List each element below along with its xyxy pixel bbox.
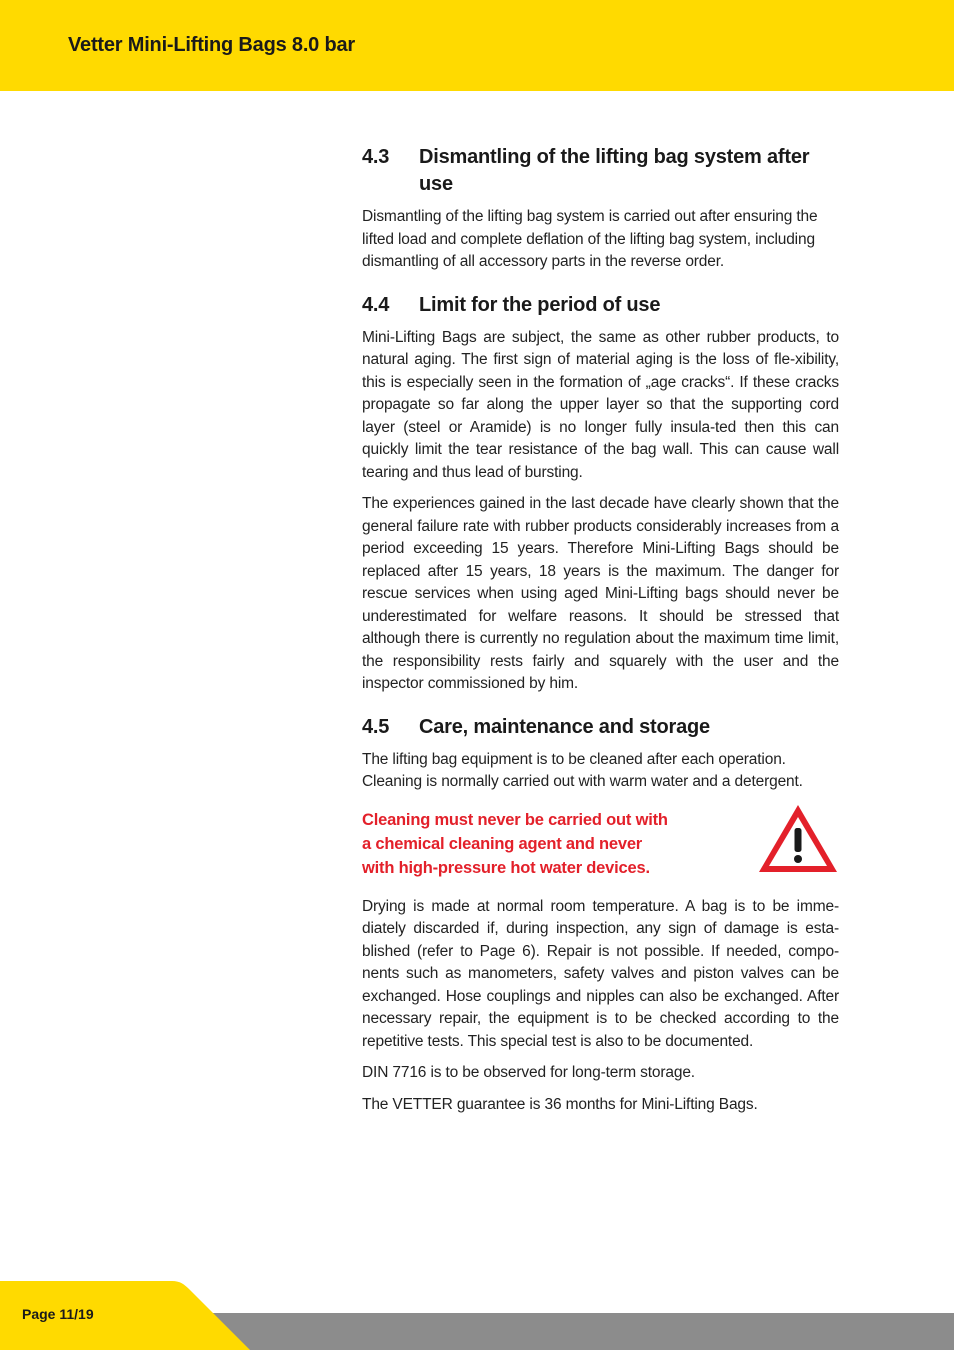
- section-number: 4.5: [362, 715, 390, 738]
- paragraph: Dismantling of the lifting bag system is carried out after ensuring the lifted load and complete deflation of the lifting bag system, including dismantling of all accessory parts in the reverse order.: [362, 208, 818, 270]
- page-number: Page 11/19: [22, 1306, 94, 1322]
- section-heading-4-5: [362, 714, 839, 741]
- section-number: 4.4: [362, 293, 390, 316]
- main-content: [362, 144, 839, 1125]
- section-number: 4.3: [362, 146, 390, 168]
- section-title: Dismantling of the lifting bag system after use: [419, 146, 810, 195]
- paragraph: Drying is made at normal room temperature. A bag is to be imme-diately discarded if, during inspection, any sign of damage is esta-blished (refer to Page 6). Repair is not possible. If needed, compo-nents such as manometers, safety valves and piston valves can be exchanged. Hose couplings and nipples can also be exchanged. After necessary repair, the equipment is to be checked according to the repetitive tests. This special test is also to be documented.: [362, 897, 839, 1050]
- paragraph: Mini-Lifting Bags are subject, the same as other rubber products, to natural aging. The first sign of material aging is the loss of fle-xibility, this is especially seen in the formation of „age cracks“. If these cracks propagate so far along the upper layer so that the supporting cord layer (steel or Aramide) is no longer fully insula-ted then this can quickly limit the tear resistance of the bag wall. This can cause wall tearing and thus lead of bursting.: [362, 328, 839, 481]
- paragraph: DIN 7716 is to be observed for long-term storage.: [362, 1064, 695, 1081]
- warning-line: with high-pressure hot water devices.: [362, 858, 650, 877]
- document-title: Vetter Mini-Lifting Bags 8.0 bar: [68, 34, 355, 56]
- paragraph: The VETTER guarantee is 36 months for Mini-Lifting Bags.: [362, 1095, 758, 1113]
- warning-text: [362, 808, 742, 880]
- section-title: Care, maintenance and storage: [419, 715, 710, 738]
- warning-triangle-icon: [756, 802, 840, 876]
- warning-block: [362, 808, 839, 886]
- section-title: Limit for the period of use: [419, 293, 661, 316]
- warning-line: Cleaning must never be carried out with: [362, 810, 668, 829]
- warning-line: a chemical cleaning agent and never: [362, 834, 643, 853]
- paragraph: The experiences gained in the last decade have clearly shown that the general failure rate with rubber products considerably increases from a period exceeding 15 years. Therefore Mini-Lifting Bags should be replaced after 15 years, 18 years is the maximum. The danger for rescue services when using aged Mini-Lifting bags should never be underestimated for welfare reasons. It should be stressed that although there is currently no regulation about the maximum time limit, the responsibility rests fairly and squarely with the user and the inspector commissioned by him.: [362, 495, 839, 692]
- section-heading-4-4: [362, 292, 839, 319]
- paragraph: The lifting bag equipment is to be cleaned after each operation. Cleaning is normally carried out with warm water and a detergent.: [362, 750, 803, 790]
- section-heading-4-3: [362, 144, 839, 198]
